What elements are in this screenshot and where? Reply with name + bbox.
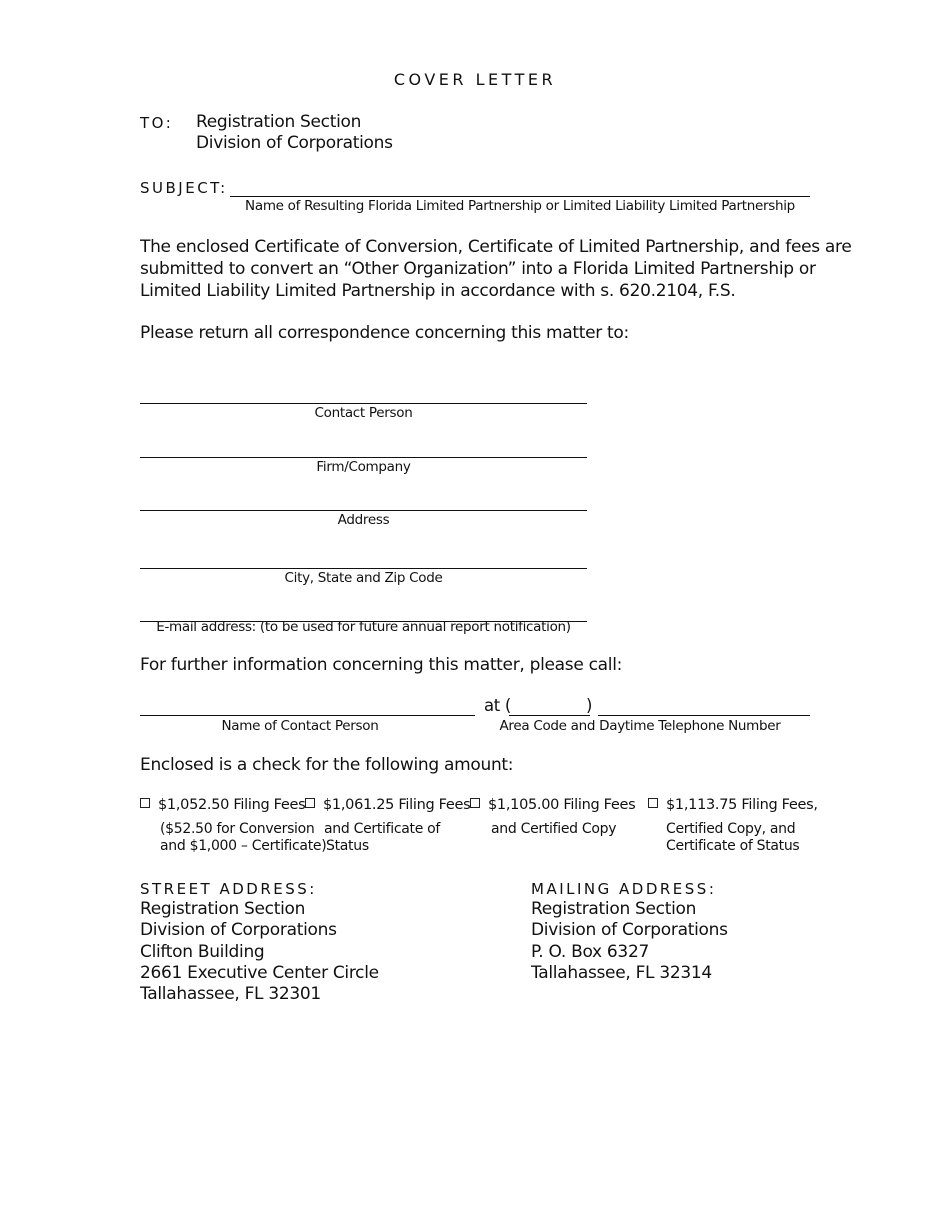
subject-input-line[interactable]: [230, 196, 810, 197]
fee-option-2-desc-1: and Certificate of: [324, 821, 441, 837]
fee-option-4-desc-2: Certificate of Status: [666, 838, 800, 854]
fee-option-3-desc-1: and Certified Copy: [491, 821, 617, 837]
fee-option-3[interactable]: [470, 797, 635, 813]
mailing-address-line-4: Tallahassee, FL 32314: [531, 963, 712, 983]
area-code-line[interactable]: [509, 715, 590, 716]
street-address-line-1: Registration Section: [140, 899, 306, 919]
address-line[interactable]: [140, 510, 587, 511]
mailing-address-line-3: P. O. Box 6327: [531, 942, 649, 962]
fee-option-1[interactable]: [140, 797, 305, 813]
fee-option-4[interactable]: [648, 797, 818, 813]
info-text: For further information concerning this matter, please call:: [140, 655, 623, 675]
fee-option-1-desc-2: and $1,000 – Certificate): [160, 838, 327, 854]
fee-option-3-label: $1,105.00 Filing Fees: [488, 797, 636, 813]
fee-option-4-desc-1: Certified Copy, and: [666, 821, 796, 837]
mailing-address-line-1: Registration Section: [531, 899, 697, 919]
address-caption: Address: [337, 512, 390, 528]
fee-option-1-label: $1,052.50 Filing Fees: [158, 797, 306, 813]
contact-name-caption: Name of Contact Person: [221, 718, 379, 734]
checkbox-icon[interactable]: [470, 798, 480, 808]
to-line-2: Division of Corporations: [196, 133, 393, 153]
to-label: TO:: [140, 114, 174, 132]
fee-option-4-label: $1,113.75 Filing Fees,: [666, 797, 818, 813]
contact-person-line[interactable]: [140, 403, 587, 404]
street-address-heading: STREET ADDRESS:: [140, 880, 317, 898]
phone-caption: Area Code and Daytime Telephone Number: [499, 718, 781, 734]
page-title: COVER LETTER: [393, 70, 557, 89]
checkbox-icon[interactable]: [648, 798, 658, 808]
email-caption: E-mail address: (to be used for future annual report notification): [156, 619, 571, 635]
mailing-address-line-2: Division of Corporations: [531, 920, 728, 940]
city-state-zip-caption: City, State and Zip Code: [284, 570, 443, 586]
street-address-line-4: 2661 Executive Center Circle: [140, 963, 379, 983]
intro-line-1: The enclosed Certificate of Conversion, Certificate of Limited Partnership, and fees are: [140, 237, 852, 257]
contact-person-caption: Contact Person: [314, 405, 413, 421]
street-address-line-3: Clifton Building: [140, 942, 265, 962]
firm-caption: Firm/Company: [316, 459, 411, 475]
check-text: Enclosed is a check for the following amount:: [140, 755, 514, 775]
checkbox-icon[interactable]: [305, 798, 315, 808]
subject-label: SUBJECT:: [140, 179, 228, 197]
street-address-line-2: Division of Corporations: [140, 920, 337, 940]
city-state-zip-line[interactable]: [140, 568, 587, 569]
checkbox-icon[interactable]: [140, 798, 150, 808]
street-address-line-5: Tallahassee, FL 32301: [140, 984, 321, 1004]
fee-option-2[interactable]: [305, 797, 470, 813]
return-text: Please return all correspondence concerning this matter to:: [140, 323, 629, 343]
phone-number-line[interactable]: [598, 715, 810, 716]
contact-name-line[interactable]: [140, 715, 475, 716]
at-label: at (: [484, 696, 512, 715]
close-paren: ): [586, 696, 593, 715]
to-line-1: Registration Section: [196, 112, 362, 132]
mailing-address-heading: MAILING ADDRESS:: [531, 880, 717, 898]
fee-option-2-desc-2: Status: [326, 838, 369, 854]
intro-line-3: Limited Liability Limited Partnership in accordance with s. 620.2104, F.S.: [140, 281, 736, 301]
intro-line-2: submitted to convert an “Other Organization” into a Florida Limited Partnership or: [140, 259, 816, 279]
fee-option-2-label: $1,061.25 Filing Fees: [323, 797, 471, 813]
fee-option-1-desc-1: ($52.50 for Conversion: [160, 821, 315, 837]
subject-caption: Name of Resulting Florida Limited Partnership or Limited Liability Limited Partnership: [245, 198, 795, 214]
firm-line[interactable]: [140, 457, 587, 458]
